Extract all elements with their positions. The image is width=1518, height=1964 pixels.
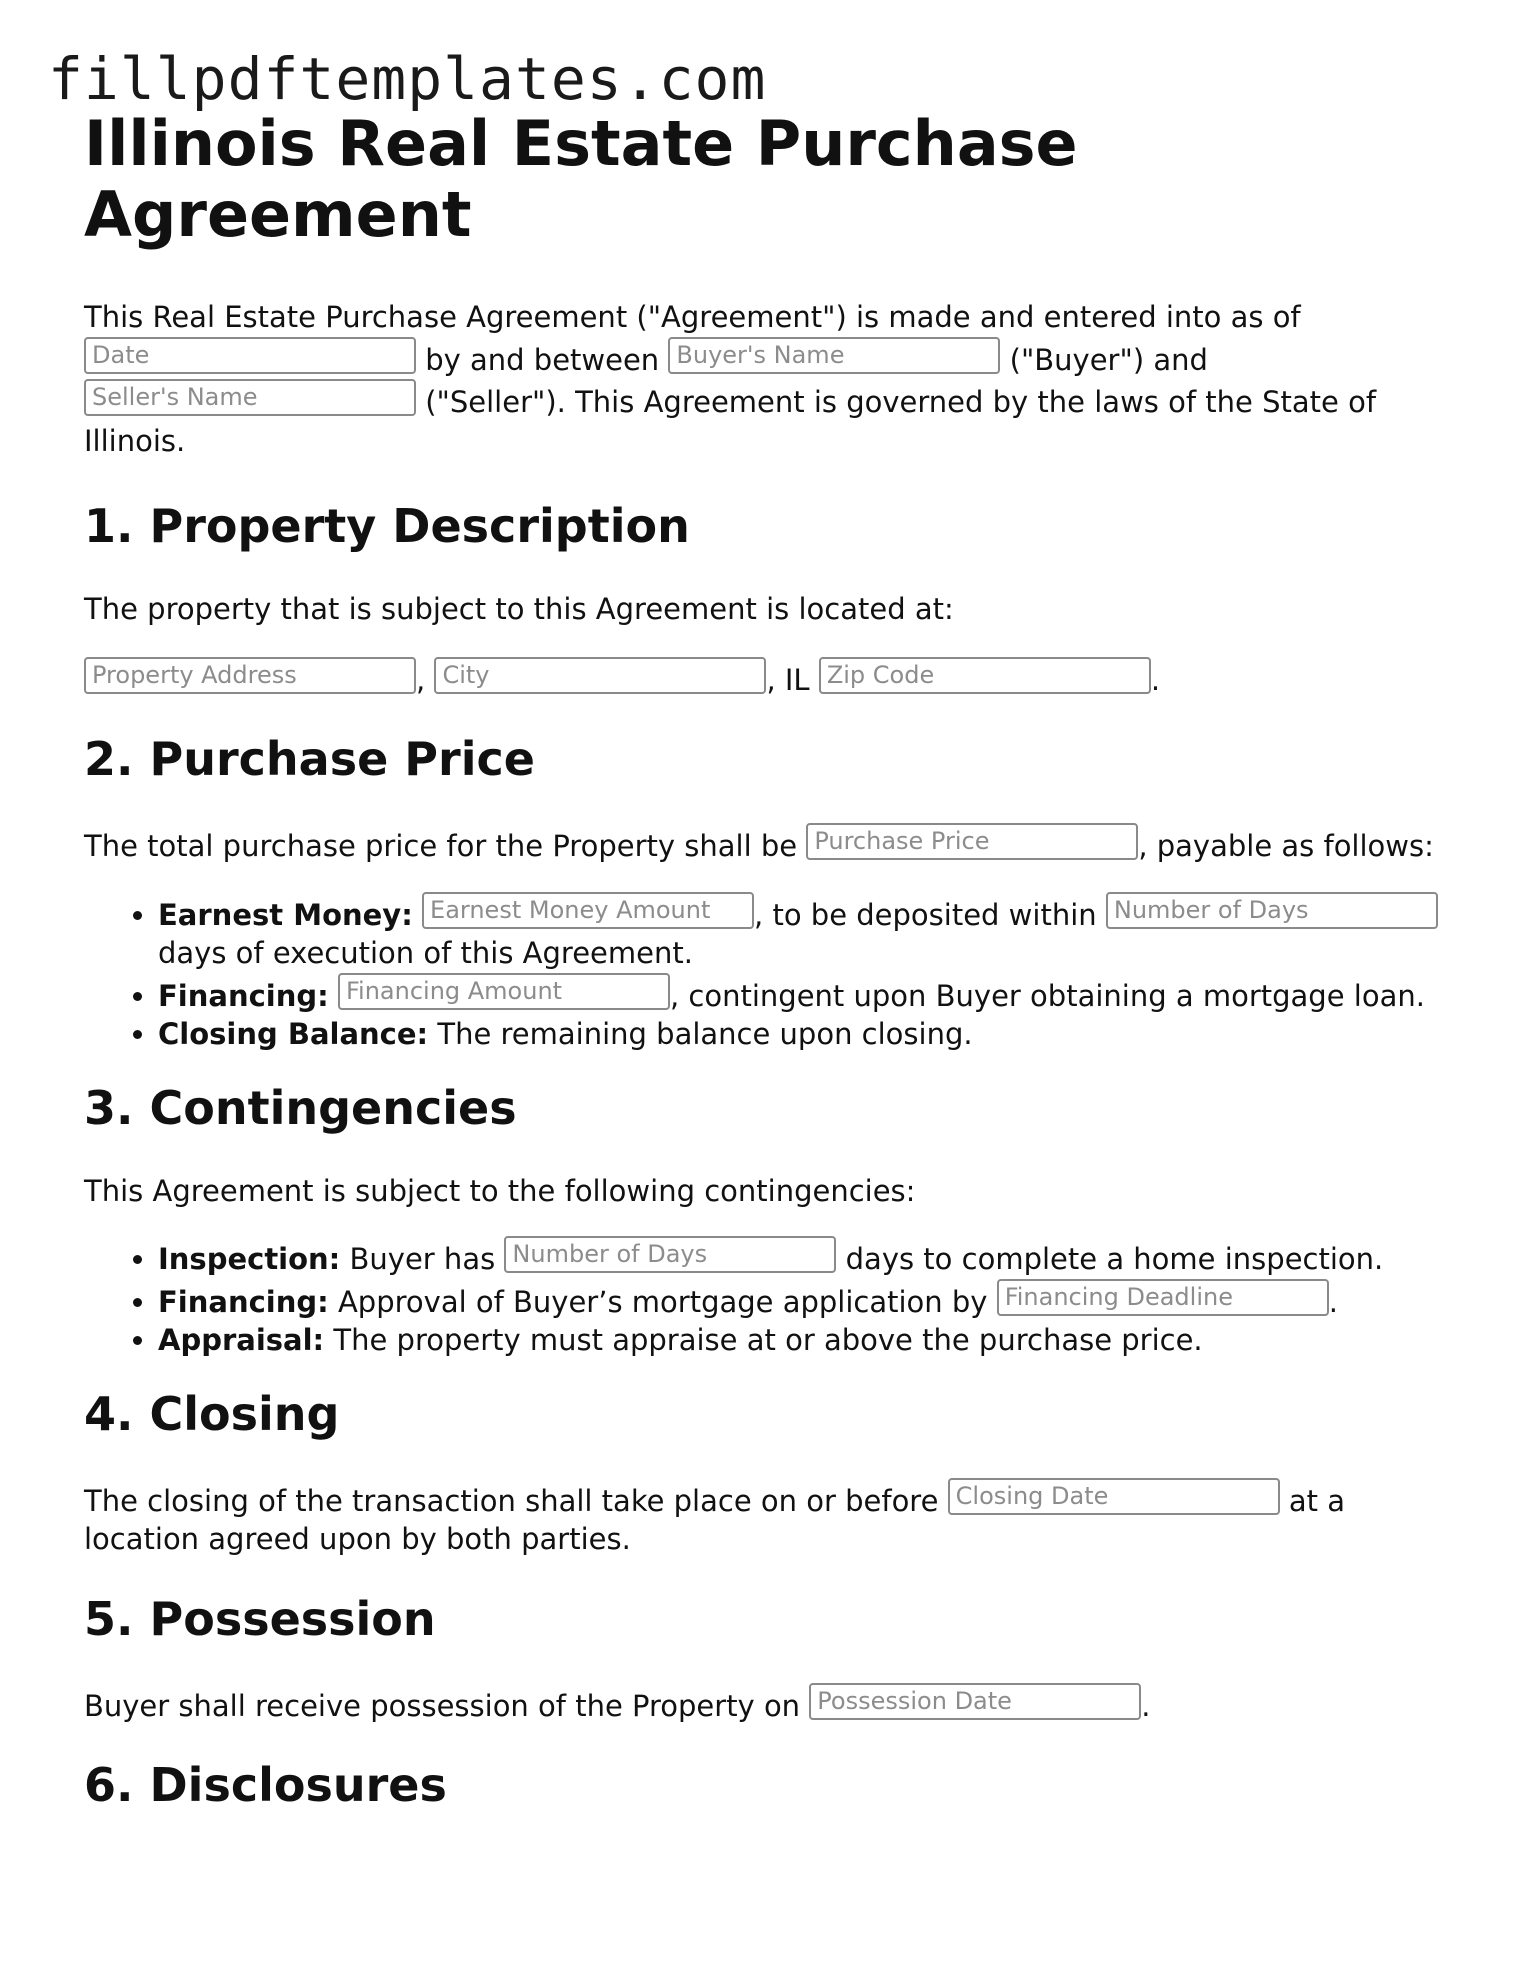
contingencies-list: [84, 1236, 1444, 1360]
closing-text-2: at a location agreed upon by both parties.: [84, 1483, 1346, 1556]
inspection-days-field[interactable]: Number of Days: [504, 1236, 836, 1273]
buyer-name-field[interactable]: Buyer's Name: [668, 337, 1000, 374]
agreement-document: [84, 108, 1444, 1813]
financing-amount-field[interactable]: Financing Amount: [338, 973, 670, 1010]
financing-contingency-text-2: .: [1328, 1284, 1338, 1319]
section-heading-disclosures: 6. Disclosures: [84, 1758, 447, 1812]
earnest-money-label: Earnest Money:: [158, 897, 413, 932]
financing-contingency-text-1: Approval of Buyer’s mortgage application by: [337, 1284, 988, 1319]
intro-text-1: This Real Estate Purchase Agreement ("Agreement") is made and entered into as of: [84, 300, 1301, 334]
page-title: Illinois Real Estate Purchase Agreement: [84, 107, 1078, 251]
earnest-money-amount-field[interactable]: Earnest Money Amount: [422, 892, 754, 929]
property-address-line: [84, 657, 1444, 700]
closing-date-field[interactable]: Closing Date: [948, 1478, 1280, 1515]
purchase-price-text-1: The total purchase price for the Property shall be: [84, 829, 798, 863]
watermark-logo-text: fillpdftemplates.com: [48, 45, 767, 113]
purchase-price-field[interactable]: Purchase Price: [806, 823, 1138, 860]
possession-text-1: Buyer shall receive possession of the Property on: [84, 1688, 801, 1723]
section-heading-purchase-price: 2. Purchase Price: [84, 732, 535, 786]
intro-text-2: by and between: [425, 342, 660, 377]
address-period: .: [1150, 662, 1161, 697]
list-item: [158, 892, 1444, 973]
list-item: [158, 973, 1444, 1016]
purchase-price-paragraph: [84, 823, 1444, 866]
earnest-money-days-field[interactable]: Number of Days: [1106, 892, 1438, 929]
appraisal-label: Appraisal:: [158, 1323, 325, 1357]
zip-code-field[interactable]: Zip Code: [819, 657, 1151, 694]
closing-balance-text: The remaining balance upon closing.: [437, 1017, 973, 1051]
section-heading-closing: 4. Closing: [84, 1386, 340, 1441]
date-field[interactable]: Date: [84, 337, 416, 374]
closing-paragraph: [84, 1478, 1444, 1559]
appraisal-text: The property must appraise at or above the purchase price.: [333, 1323, 1203, 1357]
earnest-money-text-1: , to be deposited within: [754, 897, 1097, 932]
list-item: [158, 1236, 1444, 1279]
intro-text-3: ("Buyer") and: [1009, 342, 1208, 377]
purchase-price-text-2: , payable as follows:: [1138, 829, 1434, 863]
property-description-text: The property that is subject to this Agreement is located at:: [84, 592, 954, 626]
section-heading-possession: 5. Possession: [84, 1591, 436, 1646]
intro-text-4: ("Seller"). This Agreement is governed by the laws of the State of Illinois.: [84, 385, 1377, 458]
financing-contingency-label: Financing:: [158, 1284, 329, 1319]
possession-date-field[interactable]: Possession Date: [809, 1683, 1141, 1720]
financing-label: Financing:: [158, 978, 329, 1013]
earnest-money-text-2: days of execution of this Agreement.: [158, 936, 693, 970]
possession-text-2: .: [1141, 1688, 1151, 1723]
list-item: [158, 1321, 1444, 1360]
closing-text-1: The closing of the transaction shall take place on or before: [84, 1483, 939, 1518]
closing-balance-label: Closing Balance:: [158, 1017, 429, 1051]
property-address-field[interactable]: Property Address: [84, 657, 416, 694]
contingencies-text: This Agreement is subject to the following contingencies:: [84, 1173, 916, 1208]
inspection-label: Inspection:: [158, 1242, 341, 1276]
intro-paragraph: [84, 298, 1444, 460]
financing-deadline-field[interactable]: Financing Deadline: [997, 1279, 1329, 1316]
payment-terms-list: [84, 892, 1444, 1054]
state-text: , IL: [766, 662, 810, 697]
section-heading-contingencies: 3. Contingencies: [84, 1080, 517, 1135]
inspection-text-2: days to complete a home inspection.: [845, 1242, 1384, 1276]
inspection-text-1: Buyer has: [349, 1242, 496, 1276]
address-comma: ,: [416, 662, 426, 697]
list-item: [158, 1279, 1444, 1322]
financing-text: , contingent upon Buyer obtaining a mortgage loan.: [669, 978, 1425, 1013]
section-heading-property-description: 1. Property Description: [84, 499, 690, 553]
city-field[interactable]: City: [434, 657, 766, 694]
seller-name-field[interactable]: Seller's Name: [84, 379, 416, 416]
list-item: [158, 1015, 1444, 1054]
possession-paragraph: [84, 1683, 1444, 1726]
